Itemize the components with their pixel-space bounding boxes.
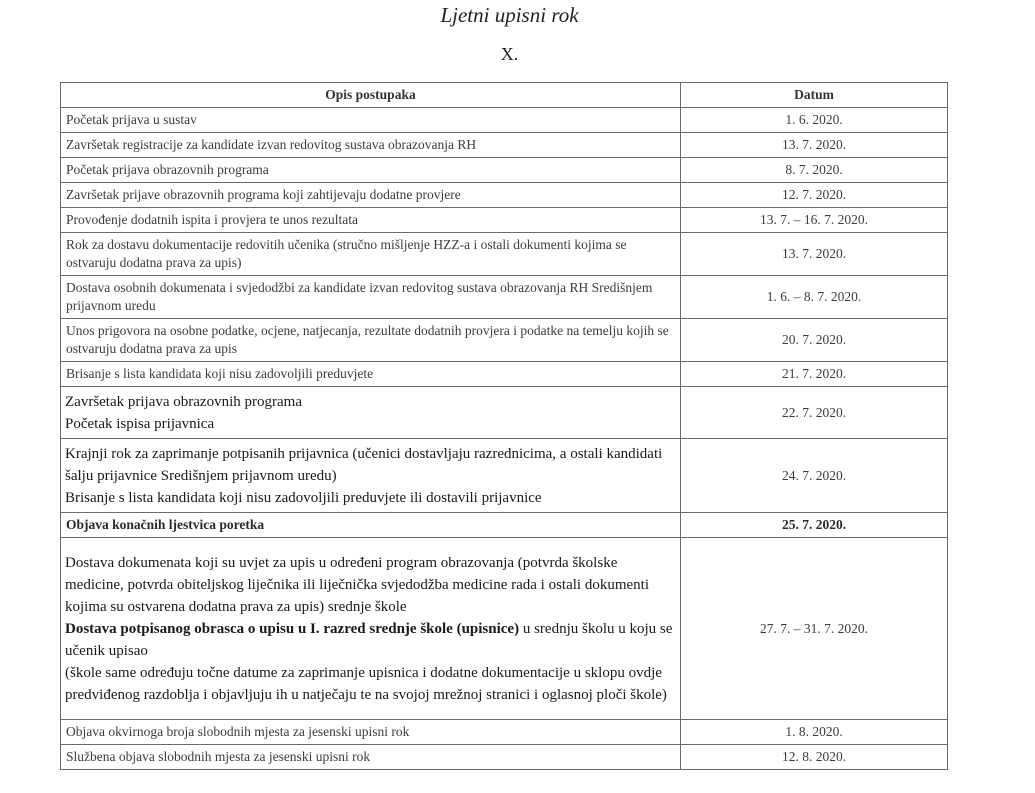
table-header-row xyxy=(61,83,948,108)
row-description: Rok za dostavu dokumentacije redovitih učenika (stručno mišljenje HZZ-a i ostali dokumenti kojima se ostvaruju dodatna prava za upis) xyxy=(61,233,681,276)
row-date: 1. 6. 2020. xyxy=(681,108,948,133)
table-row xyxy=(61,720,948,745)
table-row xyxy=(61,233,948,276)
column-header-date: Datum xyxy=(681,83,948,108)
row-description xyxy=(61,439,681,513)
row-bold-text: Dostava potpisanog obrasca o upisu u I. razred srednje škole (upisnice) xyxy=(65,620,520,637)
row-line: Krajnji rok za zaprimanje potpisanih prijavnica (učenici dostavljaju razrednicima, a ostali kandidati šalju prijavnice Središnjem prijavnom uredu) xyxy=(65,445,663,484)
row-date: 22. 7. 2020. xyxy=(681,387,948,439)
row-description: Unos prigovora na osobne podatke, ocjene, natjecanja, rezultate dodatnih provjera i podatke na temelju kojih se ostvaruju dodatna prava za upis xyxy=(61,319,681,362)
row-date: 13. 7. 2020. xyxy=(681,233,948,276)
row-description xyxy=(61,538,681,720)
row-date: 21. 7. 2020. xyxy=(681,362,948,387)
table-row xyxy=(61,183,948,208)
row-date: 13. 7. 2020. xyxy=(681,133,948,158)
row-date: 12. 8. 2020. xyxy=(681,745,948,770)
row-description: Dostava osobnih dokumenata i svjedodžbi za kandidate izvan redovitog sustava obrazovanja RH Središnjem prijavnom uredu xyxy=(61,276,681,319)
row-date: 25. 7. 2020. xyxy=(681,513,948,538)
table-row xyxy=(61,439,948,513)
table-row xyxy=(61,108,948,133)
table-row xyxy=(61,133,948,158)
row-date: 13. 7. – 16. 7. 2020. xyxy=(681,208,948,233)
table-row xyxy=(61,319,948,362)
table-row xyxy=(61,538,948,720)
row-description: Objava konačnih ljestvica poretka xyxy=(61,513,681,538)
row-description: Službena objava slobodnih mjesta za jesenski upisni rok xyxy=(61,745,681,770)
row-description: Provođenje dodatnih ispita i provjera te unos rezultata xyxy=(61,208,681,233)
table-row xyxy=(61,362,948,387)
row-description: Brisanje s lista kandidata koji nisu zadovoljili preduvjete xyxy=(61,362,681,387)
row-line: Dostava dokumenata koji su uvjet za upis u određeni program obrazovanja (potvrda školske medicine, potvrda obiteljskog liječnika ili liječnička svjedodžba medicine rada i ostali dokumenti kojima su ostvarena dodatna prava za upis) srednje škole xyxy=(65,554,649,615)
row-line: Početak ispisa prijavnica xyxy=(65,415,215,432)
table-row xyxy=(61,158,948,183)
row-date: 24. 7. 2020. xyxy=(681,439,948,513)
row-line: Završetak prijava obrazovnih programa xyxy=(65,393,302,410)
table-row xyxy=(61,513,948,538)
row-date: 1. 8. 2020. xyxy=(681,720,948,745)
row-date: 27. 7. – 31. 7. 2020. xyxy=(681,538,948,720)
row-line: Brisanje s lista kandidata koji nisu zadovoljili preduvjete ili dostavili prijavnice xyxy=(65,489,542,506)
page-title: Ljetni upisni rok xyxy=(440,3,579,27)
column-header-description: Opis postupaka xyxy=(61,83,681,108)
table-row xyxy=(61,745,948,770)
row-line: (škole same određuju točne datume za zaprimanje upisnica i dodatne dokumentacije u sklopu ovdje predviđenog razdoblja i objavljuju ih u natječaju te na svojoj mrežnoj stranici i oglasnoj ploči škole) xyxy=(65,664,667,703)
section-number: X. xyxy=(500,44,519,64)
row-text: u srednju školu u koju se učenik upisao xyxy=(65,620,673,659)
row-description: Početak prijava obrazovnih programa xyxy=(61,158,681,183)
table-row xyxy=(61,208,948,233)
row-date: 20. 7. 2020. xyxy=(681,319,948,362)
row-description: Objava okvirnoga broja slobodnih mjesta za jesenski upisni rok xyxy=(61,720,681,745)
row-description: Završetak registracije za kandidate izvan redovitog sustava obrazovanja RH xyxy=(61,133,681,158)
row-date: 8. 7. 2020. xyxy=(681,158,948,183)
row-line xyxy=(65,618,676,662)
schedule-table xyxy=(60,82,948,770)
row-description: Završetak prijave obrazovnih programa koji zahtijevaju dodatne provjere xyxy=(61,183,681,208)
row-date: 12. 7. 2020. xyxy=(681,183,948,208)
row-date: 1. 6. – 8. 7. 2020. xyxy=(681,276,948,319)
table-row xyxy=(61,276,948,319)
row-description xyxy=(61,387,681,439)
table-row xyxy=(61,387,948,439)
row-description: Početak prijava u sustav xyxy=(61,108,681,133)
